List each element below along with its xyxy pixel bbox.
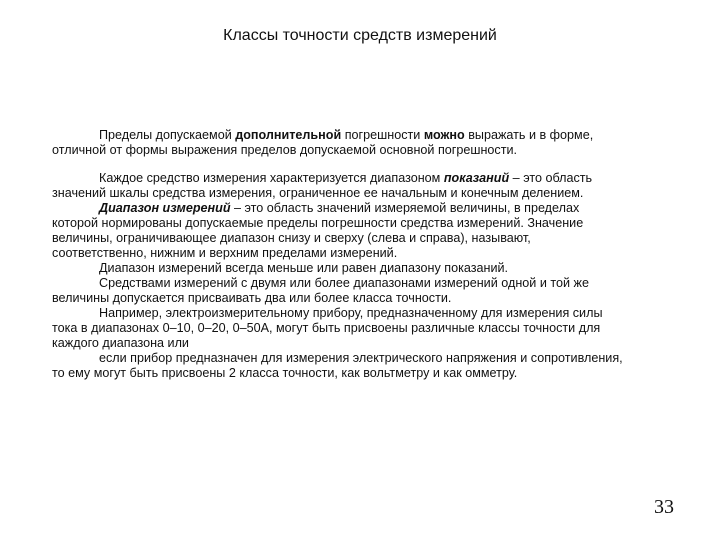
page-number: 33: [654, 496, 674, 518]
paragraph-additional-error-line-2: отличной от формы выражения пределов допускаемой основной погрешности.: [52, 143, 518, 157]
bold-term-can: можно: [423, 128, 465, 142]
bold-italic-term-indications: показаний: [443, 171, 510, 185]
bold-italic-term-measurement-range: Диапазон измерений: [99, 201, 231, 215]
bold-term-additional: дополнительной: [235, 128, 342, 142]
slide-body: [52, 128, 684, 381]
paragraph-example-line-1: Например, электроизмерительному прибору, предназначенному для измерения силы: [99, 306, 603, 320]
paragraph-range-comparison: Диапазон измерений всегда меньше или равен диапазону показаний.: [99, 261, 509, 275]
paragraph-example-line-2: тока в диапазонах 0–10, 0–20, 0–50А, могут быть присвоены различные классы точности для: [52, 321, 601, 335]
paragraph-indication-range-line-2: значений шкалы средства измерения, ограниченное ее начальным и конечным делением.: [52, 186, 584, 200]
paragraph-measurement-range-line-2: которой нормированы допускаемые пределы погрешности средства измерений. Значение: [52, 216, 584, 230]
paragraph-multiple-ranges-line-2: величины допускается присваивать два или более класса точности.: [52, 291, 452, 305]
paragraph-additional-error-line-1: Пределы допускаемой дополнительной погрешности можно выражать и в форме,: [99, 128, 594, 142]
paragraph-measurement-range-line-1: Диапазон измерений – это область значений измеряемой величины, в пределах: [99, 201, 580, 215]
paragraph-measurement-range-line-3: величины, ограничивающее диапазон снизу и сверху (слева и справа), называют,: [52, 231, 531, 245]
paragraph-voltmeter-line-2: то ему могут быть присвоены 2 класса точности, как вольтметру и как омметру.: [52, 366, 518, 380]
paragraph-voltmeter-line-1: если прибор предназначен для измерения электрического напряжения и сопротивления,: [99, 351, 623, 365]
paragraph-example-line-3: каждого диапазона или: [52, 336, 189, 350]
paragraph-indication-range-line-1: Каждое средство измерения характеризуется диапазоном показаний – это область: [99, 171, 593, 185]
paragraph-multiple-ranges-line-1: Средствами измерений с двумя или более диапазонами измерений одной и той же: [99, 276, 589, 290]
slide-title: Классы точности средств измерений: [223, 27, 497, 44]
paragraph-measurement-range-line-4: соответственно, нижним и верхним пределами измерений.: [52, 246, 398, 260]
